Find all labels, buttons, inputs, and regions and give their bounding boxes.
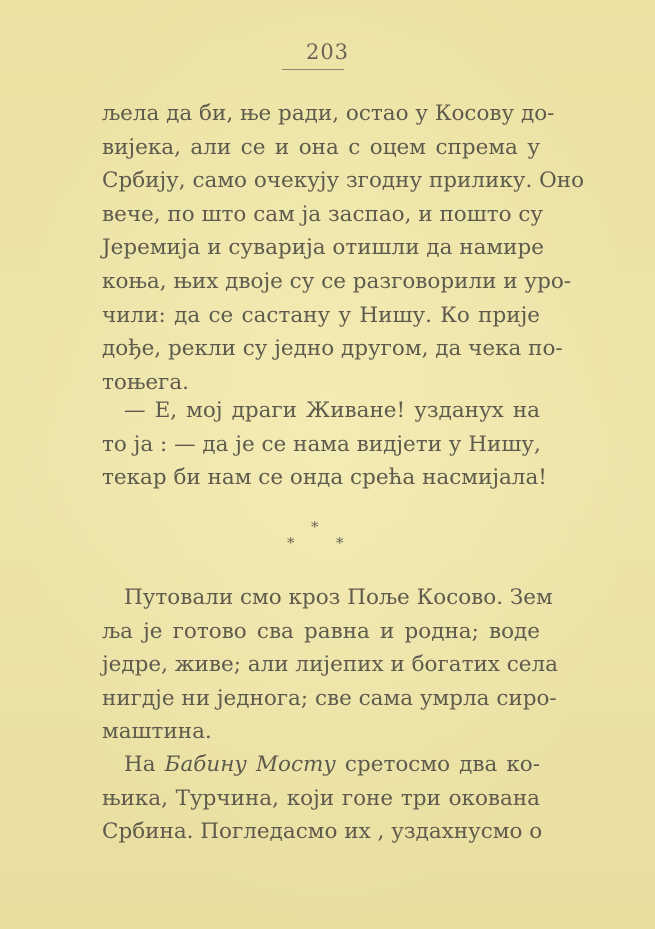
text-line: љела да би, ње ради, остао у Косову до- (102, 101, 555, 126)
text-line: вијека, али се и она с оцем спрема у (102, 134, 540, 160)
text-line: нигдје ни једнога; све сама умрла сиро- (102, 685, 557, 711)
asterism-star-icon: * (287, 534, 295, 552)
text-line: Јеремија и суварија отишли да намире (102, 235, 544, 261)
paragraph-1 (102, 97, 585, 399)
text-line: Србију, само очекују згодну прилику. Оно (102, 168, 585, 194)
paragraph-2 (102, 394, 547, 495)
section-asterism (0, 518, 655, 558)
text-line: чили: да се састану у Нишу. Ко прије (102, 302, 540, 328)
asterism-star-icon: * (311, 518, 319, 536)
page-number-rule (282, 69, 344, 70)
text-line: тоњега. (102, 369, 189, 395)
asterism-star-icon: * (336, 534, 344, 552)
text-line: њика, Турчина, који гоне три окована (102, 785, 540, 811)
paragraph-3 (102, 581, 558, 749)
text-line: Путовали смо кроз Поље Косово. Зем (124, 585, 553, 610)
text-line (102, 748, 540, 782)
text-line: једре, живе; али лијепих и богатих села (102, 652, 558, 678)
paragraph-4 (102, 748, 543, 849)
text-line: Србина. Погледасмо их , уздахнусмо о (102, 819, 543, 845)
text-line: маштина. (102, 719, 212, 745)
text-line: вече, по што сам ја заспао, и пошто су (102, 201, 544, 227)
text-line: — Е, мој драги Живане! узданух на (124, 398, 540, 423)
line-suffix: сретосмо два ко- (335, 752, 540, 777)
text-line: то ја : — да је се нама видјети у Нишу, (102, 431, 541, 457)
text-line: дође, рекли су једно другом, да чека по- (102, 336, 563, 362)
place-name-italic: Бабину Мосту (164, 752, 336, 777)
page-number: 203 (305, 40, 350, 64)
text-line: текар би нам се онда срећа насмијала! (102, 465, 547, 491)
text-line: ља је готово сва равна и родна; воде (102, 618, 540, 644)
text-line: коња, њих двоје су се разговорили и уро- (102, 268, 572, 294)
line-prefix: На (124, 752, 165, 777)
